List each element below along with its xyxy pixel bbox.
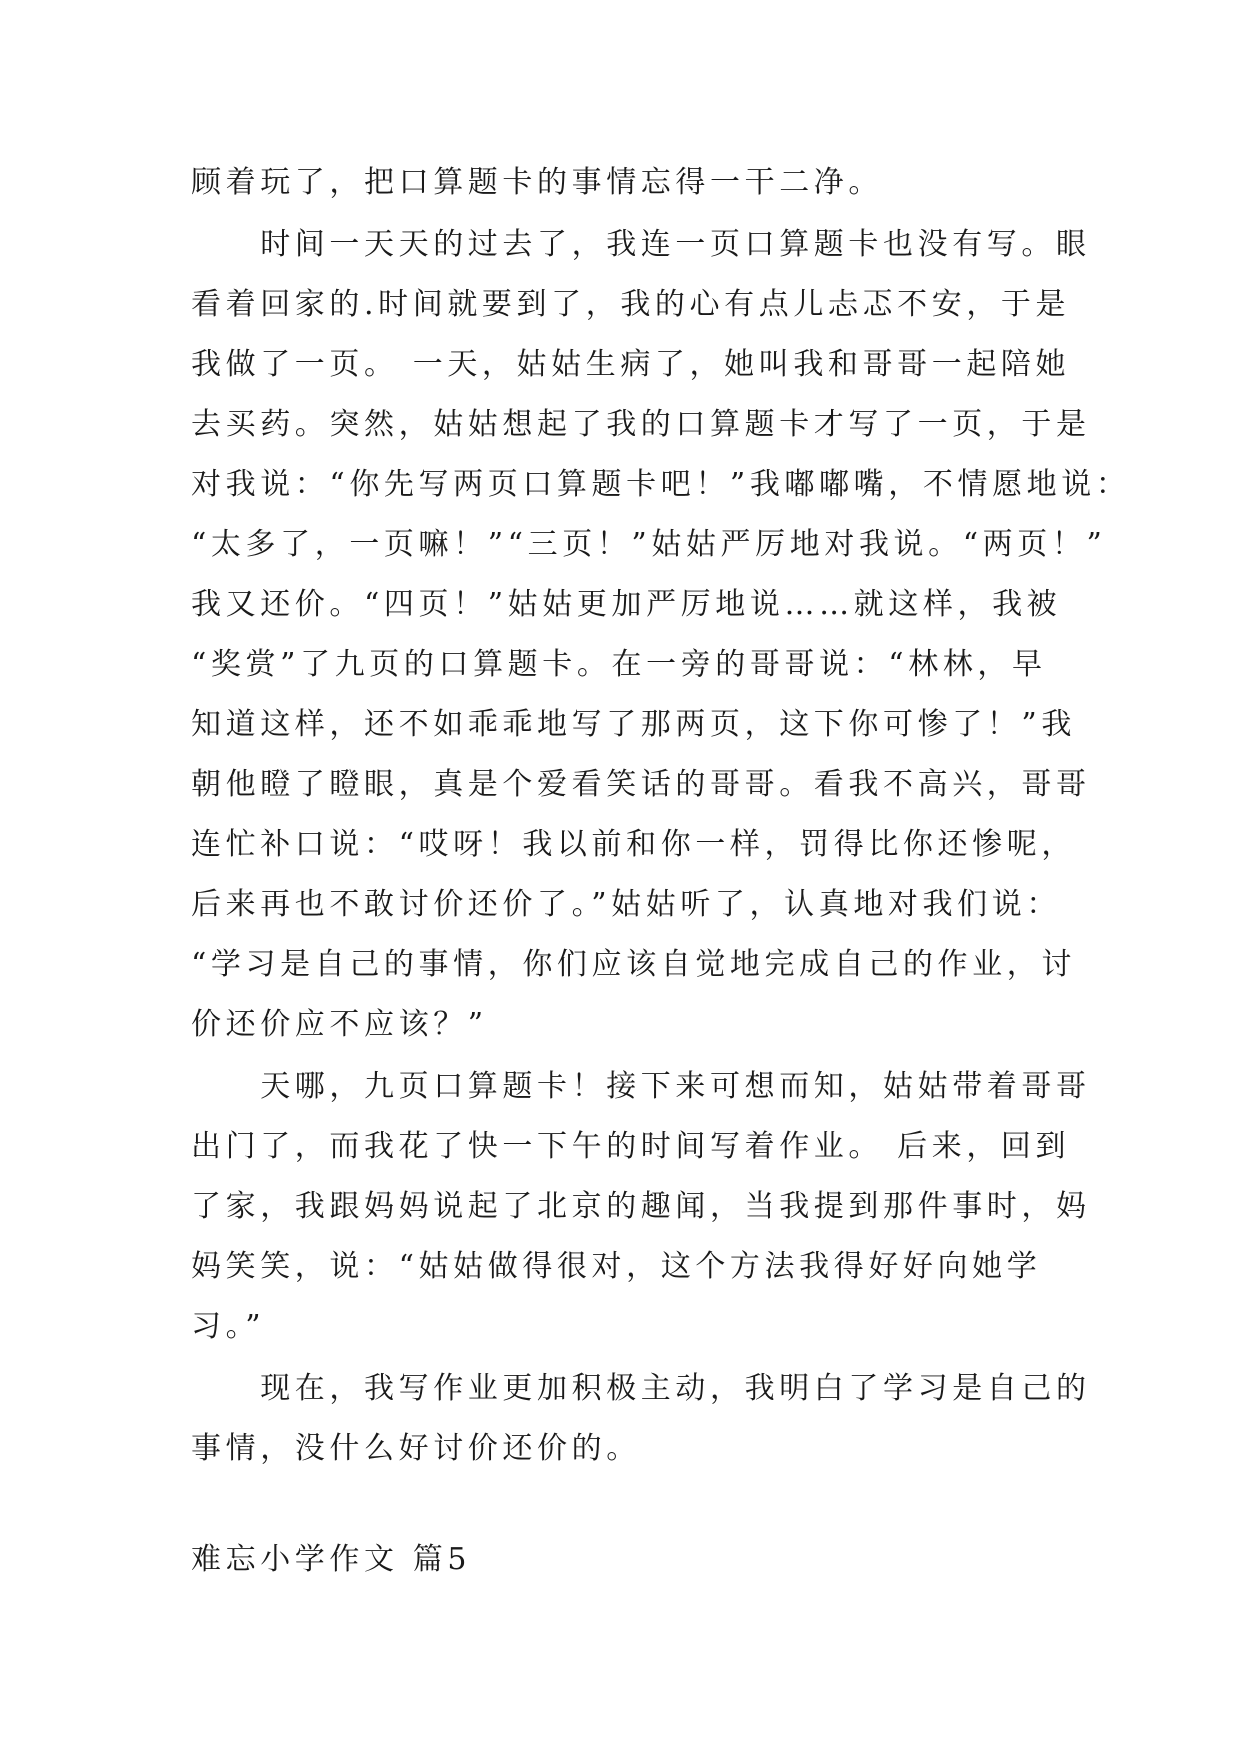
paragraph-line: 知道这样，还不如乖乖地写了那两页，这下你可惨了！”我: [191, 707, 1076, 742]
paragraph-line: 后来再也不敢讨价还价了。”姑姑听了，认真地对我们说：: [191, 887, 1061, 922]
paragraph-line: 现在，我写作业更加积极主动，我明白了学习是自己的: [191, 1371, 1091, 1406]
paragraph-line: 出门了，而我花了快一下午的时间写着作业。 后来，回到: [191, 1129, 1071, 1164]
paragraph-line: 去买药。突然，姑姑想起了我的口算题卡才写了一页，于是: [191, 407, 1091, 442]
paragraph-line: 天哪，九页口算题卡！接下来可想而知，姑姑带着哥哥: [191, 1069, 1091, 1104]
paragraph-line: 我做了一页。 一天，姑姑生病了，她叫我和哥哥一起陪她: [191, 347, 1071, 382]
section-heading: 难忘小学作文 篇5: [191, 1542, 472, 1577]
paragraph-line: 习。”: [191, 1309, 266, 1344]
paragraph-line: 妈笑笑，说：“姑姑做得很对，这个方法我得好好向她学: [191, 1249, 1042, 1284]
paragraph-line: 朝他瞪了瞪眼，真是个爱看笑话的哥哥。看我不高兴，哥哥: [191, 767, 1091, 802]
paragraph-line: 看着回家的.时间就要到了，我的心有点儿忐忑不安，于是: [191, 287, 1071, 322]
paragraph-line: 了家，我跟妈妈说起了北京的趣闻，当我提到那件事时，妈: [191, 1189, 1091, 1224]
paragraph-line: “奖赏”了九页的口算题卡。在一旁的哥哥说：“林林，早: [191, 647, 1047, 682]
paragraph-line: 连忙补口说：“哎呀！我以前和你一样，罚得比你还惨呢，: [191, 827, 1076, 862]
paragraph-line: 我又还价。“四页！”姑姑更加严厉地说……就这样，我被: [191, 587, 1062, 622]
paragraph-line: 事情，没什么好讨价还价的。: [191, 1431, 641, 1466]
paragraph-line: 对我说：“你先写两页口算题卡吧！”我嘟嘟嘴，不情愿地说：: [191, 467, 1131, 502]
paragraph-line: 顾着玩了，把口算题卡的事情忘得一干二净。: [191, 165, 883, 200]
paragraph-line: 时间一天天的过去了，我连一页口算题卡也没有写。眼: [191, 227, 1091, 262]
paragraph-line: 价还价应不应该？”: [191, 1007, 488, 1042]
paragraph-line: “学习是自己的事情，你们应该自觉地完成自己的作业，讨: [191, 947, 1076, 982]
paragraph-line: “太多了，一页嘛！”“三页！”姑姑严厉地对我说。“两页！”: [191, 527, 1107, 562]
